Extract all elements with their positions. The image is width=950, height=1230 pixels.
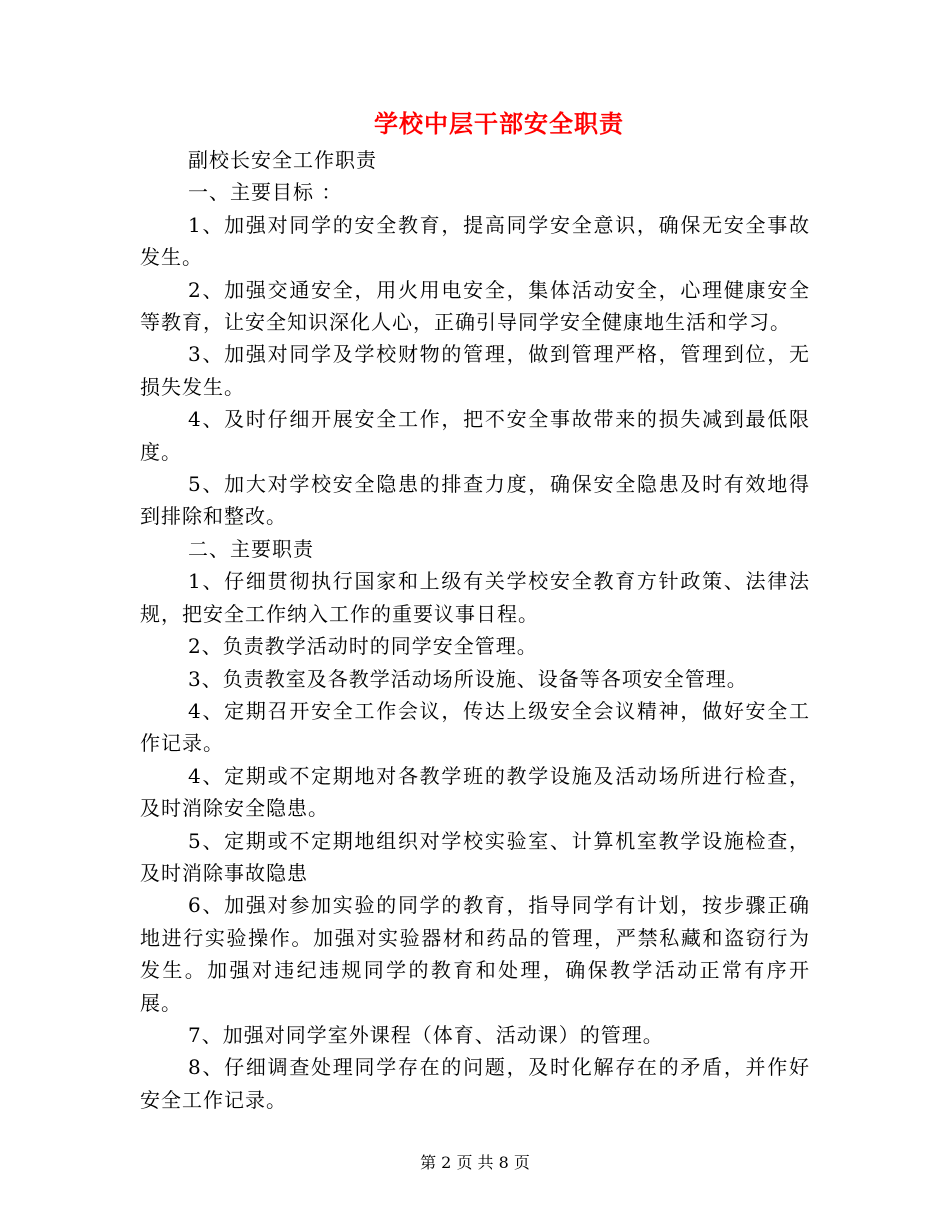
page-number-footer: 第 2 页 共 8 页 xyxy=(420,1153,530,1172)
paragraph: 2、负责教学活动时的同学安全管理。 xyxy=(188,634,538,659)
paragraph: 5、定期或不定期地组织对学校实验室、计算机室教学设施检查，及时消除事故隐患 xyxy=(140,828,810,885)
paragraph: 5、加大对学校安全隐患的排查力度，确保安全隐患及时有效地得到排除和整改。 xyxy=(140,472,810,529)
subsection-heading: 二、主要职责 xyxy=(188,536,314,561)
paragraph: 2、加强交通安全，用火用电安全，集体活动安全，心理健康安全等教育，让安全知识深化人心，正确引导同学安全健康地生活和学习。 xyxy=(140,277,810,335)
document-body xyxy=(140,144,810,1116)
paragraph: 3、加强对同学及学校财物的管理，做到管理严格，管理到位，无损失发生。 xyxy=(140,342,810,399)
paragraph: 3、负责教室及各教学活动场所设施、设备等各项安全管理。 xyxy=(188,666,748,691)
paragraph: 6、加强对参加实验的同学的教育，指导同学有计划，按步骤正确地进行实验操作。加强对实验器材和药品的管理，严禁私藏和盗窃行为发生。加强对违纪违规同学的教育和处理，确保教学活动正常有序开展。 xyxy=(140,893,810,1015)
section-heading: 副校长安全工作职责 xyxy=(188,148,377,172)
paragraph: 7、加强对同学室外课程（体育、活动课）的管理。 xyxy=(188,1022,664,1047)
paragraph: 4、定期或不定期地对各教学班的教学设施及活动场所进行检查，及时消除安全隐患。 xyxy=(140,763,810,821)
paragraph: 1、加强对同学的安全教育，提高同学安全意识，确保无安全事故发生。 xyxy=(140,212,810,270)
paragraph: 4、定期召开安全工作会议，传达上级安全会议精神，做好安全工作记录。 xyxy=(140,698,810,756)
document-title: 学校中层干部安全职责 xyxy=(374,109,624,138)
subsection-heading: 一、主要目标 ： xyxy=(188,180,343,205)
paragraph: 8、仔细调查处理同学存在的问题，及时化解存在的矛盾，并作好安全工作记录。 xyxy=(140,1055,810,1112)
paragraph: 1、仔细贯彻执行国家和上级有关学校安全教育方针政策、法律法规，把安全工作纳入工作的重要议事日程。 xyxy=(140,569,810,626)
paragraph: 4、及时仔细开展安全工作，把不安全事故带来的损失减到最低限度。 xyxy=(140,407,810,464)
